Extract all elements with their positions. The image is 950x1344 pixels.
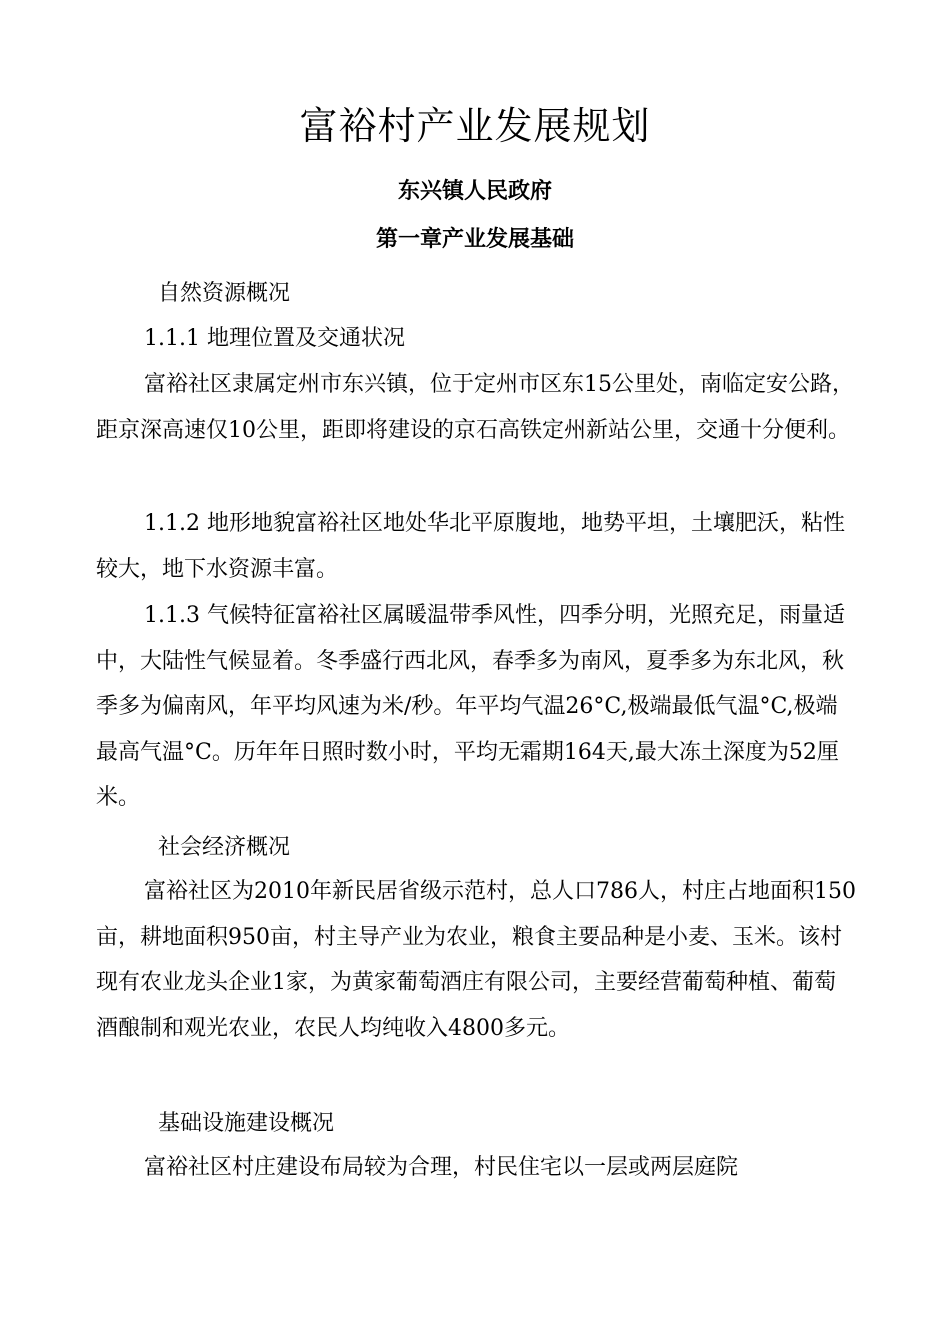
- section-heading-infrastructure: 基础设施建设概况: [158, 1111, 335, 1136]
- subsection-heading-location: 1.1.1 地理位置及交通状况: [144, 326, 405, 351]
- paragraph-infrastructure: 富裕社区村庄建设布局较为合理，村民住宅以一层或两层庭院: [144, 1155, 739, 1180]
- document-title: 富裕村产业发展规划: [299, 104, 651, 148]
- section-heading-natural-resources: 自然资源概况: [158, 281, 291, 306]
- paragraph-location: 富裕社区隶属定州市东兴镇，位于定州市区东15公里处，南临定安公路，距京深高速仅10公里，距即将建设的京石高铁定州新站公里，交通十分便利。: [96, 372, 854, 443]
- paragraph-climate: 1.1.3 气候特征富裕社区属暖温带季风性，四季分明，光照充足，雨量适中，大陆性气候显着。冬季盛行西北风，春季多为南风，夏季多为东北风，秋季多为偏南风，年平均风速为米/秒。年平均气温26°C,极端最低气温°C,极端最高气温°C。历年年日照时数小时，平均无霜期164天,最大冻土深度为52厘米。: [96, 603, 845, 810]
- section-heading-economy: 社会经济概况: [158, 835, 291, 860]
- issuer-name: 东兴镇人民政府: [397, 179, 552, 204]
- paragraph-economy: 富裕社区为2010年新民居省级示范村，总人口786人，村庄占地面积150亩，耕地面积950亩，村主导产业为农业，粮食主要品种是小麦、玉米。该村现有农业龙头企业1家，为黄家葡萄酒庄有限公司，主要经营葡萄种植、葡萄酒酿制和观光农业，农民人均纯收入4800多元。: [96, 879, 856, 1041]
- chapter-heading: 第一章产业发展基础: [375, 227, 574, 252]
- paragraph-terrain: 1.1.2 地形地貌富裕社区地处华北平原腹地，地势平坦，土壤肥沃，粘性较大，地下水资源丰富。: [96, 511, 845, 582]
